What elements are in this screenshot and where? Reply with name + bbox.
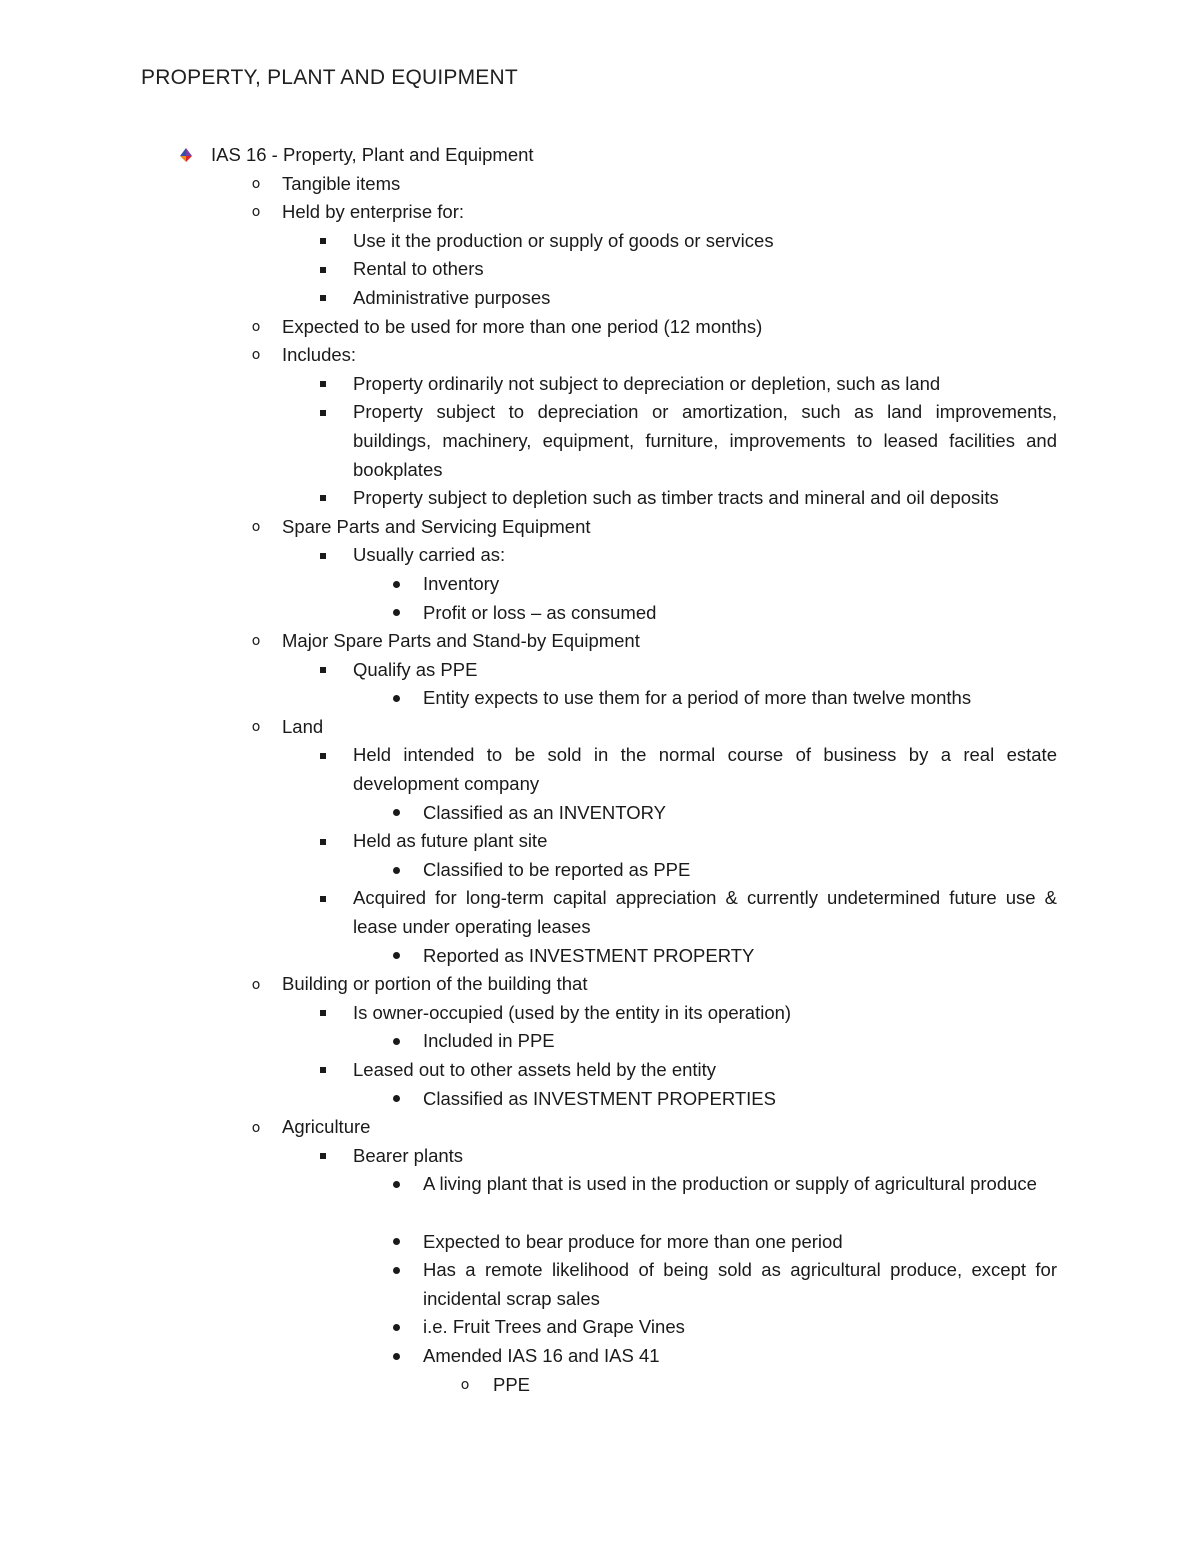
list-item <box>0 684 1200 713</box>
circle-icon: o <box>251 318 261 335</box>
square-icon <box>313 284 333 313</box>
list-item <box>0 255 1200 284</box>
list-item <box>0 1342 1200 1371</box>
list-item-text: Building or portion of the building that <box>282 973 588 995</box>
list-item <box>0 884 1200 941</box>
dot-icon <box>386 1228 406 1257</box>
list-item <box>0 513 1200 542</box>
list-item <box>0 1027 1200 1056</box>
dot-icon <box>386 1256 406 1285</box>
list-item-text: Usually carried as: <box>353 544 506 566</box>
square-icon <box>313 227 333 256</box>
list-item-text: Rental to others <box>353 258 484 280</box>
list-item <box>0 827 1200 856</box>
list-item <box>0 1113 1200 1142</box>
list-item-text: Held as future plant site <box>353 830 548 852</box>
list-item-text: Property subject to depletion such as timber tracts and mineral and oil deposits <box>353 487 999 509</box>
square-icon <box>313 999 333 1028</box>
square-icon <box>313 1142 333 1171</box>
list-item-text: Classified to be reported as PPE <box>423 858 691 880</box>
list-item <box>0 313 1200 342</box>
list-item <box>0 713 1200 742</box>
list-item-text: Inventory <box>423 572 500 594</box>
list-item-text: PPE <box>493 1373 531 1395</box>
circle-icon: o <box>251 519 261 536</box>
list-item <box>0 484 1200 513</box>
list-item <box>0 170 1200 199</box>
list-item <box>0 1313 1200 1342</box>
list-item-text: Administrative purposes <box>353 286 551 308</box>
dot-icon <box>386 1342 406 1371</box>
square-icon <box>313 827 333 856</box>
circle-icon: o <box>251 204 261 221</box>
list-item <box>0 1371 1200 1400</box>
list-item <box>0 1085 1200 1114</box>
list-item <box>0 1170 1200 1227</box>
list-item-text: Classified as an INVENTORY <box>423 801 666 823</box>
list-item-text: Property subject to depreciation or amortization, such as land improvements, buildings, machinery, equipment, furniture, improvements to leased facilities and bookplates <box>353 401 1057 480</box>
list-item <box>0 656 1200 685</box>
list-item-text: Is owner-occupied (used by the entity in its operation) <box>353 1001 792 1023</box>
circle-icon: o <box>251 347 261 364</box>
list-item-text: Land <box>282 715 324 737</box>
dot-icon <box>386 599 406 628</box>
list-item-text: Amended IAS 16 and IAS 41 <box>423 1344 660 1366</box>
circle-icon: o <box>251 633 261 650</box>
list-item-text: Property ordinarily not subject to depreciation or depletion, such as land <box>353 372 941 394</box>
list-item-text: i.e. Fruit Trees and Grape Vines <box>423 1316 685 1338</box>
list-item-text: IAS 16 - Property, Plant and Equipment <box>211 144 534 165</box>
square-icon <box>313 255 333 284</box>
list-item <box>0 284 1200 313</box>
list-item-text: Bearer plants <box>353 1144 464 1166</box>
list-item <box>0 227 1200 256</box>
list-item <box>0 1228 1200 1257</box>
dot-icon <box>386 684 406 713</box>
circle-icon: o <box>251 1119 261 1136</box>
list-item <box>0 856 1200 885</box>
circle-icon: o <box>251 719 261 736</box>
list-item-text: Held by enterprise for: <box>282 201 465 223</box>
list-item-text: Acquired for long-term capital appreciation & currently undetermined future use & lease under operating leases <box>353 887 1057 938</box>
list-item-text: Includes: <box>282 344 357 366</box>
list-item-text: Qualify as PPE <box>353 658 478 680</box>
list-item-text: Held intended to be sold in the normal course of business by a real estate development company <box>353 744 1057 795</box>
list-item-text: Expected to bear produce for more than one period <box>423 1230 843 1252</box>
square-icon <box>313 1056 333 1085</box>
square-icon <box>313 370 333 399</box>
square-icon <box>313 398 333 427</box>
dot-icon <box>386 570 406 599</box>
list-item <box>0 570 1200 599</box>
dot-icon <box>386 1313 406 1342</box>
list-item-text: Included in PPE <box>423 1030 555 1052</box>
list-item <box>0 341 1200 370</box>
list-item-text: Spare Parts and Servicing Equipment <box>282 515 591 537</box>
square-icon <box>313 884 333 913</box>
dot-icon <box>386 799 406 828</box>
square-icon <box>313 741 333 770</box>
list-item-text: Use it the production or supply of goods or services <box>353 229 774 251</box>
document-title: PROPERTY, PLANT AND EQUIPMENT <box>141 66 518 89</box>
list-item-text: Major Spare Parts and Stand-by Equipment <box>282 630 640 652</box>
arrow-icon <box>176 141 196 170</box>
list-item <box>0 1256 1200 1313</box>
list-item-text: Tangible items <box>282 172 401 194</box>
list-item-text: Leased out to other assets held by the entity <box>353 1059 717 1081</box>
list-item <box>0 799 1200 828</box>
list-item-text: Profit or loss – as consumed <box>423 601 657 623</box>
square-icon <box>313 484 333 513</box>
circle-icon: o <box>460 1376 470 1393</box>
list-item-text: Classified as INVESTMENT PROPERTIES <box>423 1087 776 1109</box>
list-item <box>0 141 1200 170</box>
list-item <box>0 398 1200 484</box>
list-item <box>0 541 1200 570</box>
dot-icon <box>386 856 406 885</box>
list-item-text: Entity expects to use them for a period of more than twelve months <box>423 687 972 709</box>
list-item <box>0 942 1200 971</box>
list-item <box>0 627 1200 656</box>
circle-icon: o <box>251 976 261 993</box>
dot-icon <box>386 1170 406 1199</box>
list-item-text: Reported as INVESTMENT PROPERTY <box>423 944 755 966</box>
square-icon <box>313 656 333 685</box>
list-item <box>0 599 1200 628</box>
dot-icon <box>386 1085 406 1114</box>
dot-icon <box>386 942 406 971</box>
list-item <box>0 1142 1200 1171</box>
list-item <box>0 198 1200 227</box>
list-item <box>0 999 1200 1028</box>
list-item <box>0 741 1200 798</box>
outline-list <box>0 141 1200 1399</box>
dot-icon <box>386 1027 406 1056</box>
square-icon <box>313 541 333 570</box>
list-item-text: Has a remote likelihood of being sold as agricultural produce, except for incidental scrap sales <box>423 1259 1057 1309</box>
list-item <box>0 1056 1200 1085</box>
circle-icon: o <box>251 175 261 192</box>
list-item-text: Agriculture <box>282 1116 371 1138</box>
list-item <box>0 370 1200 399</box>
list-item <box>0 970 1200 999</box>
list-item-text: Expected to be used for more than one period (12 months) <box>282 315 763 337</box>
list-item-text: A living plant that is used in the production or supply of agricultural produce <box>423 1173 1037 1195</box>
